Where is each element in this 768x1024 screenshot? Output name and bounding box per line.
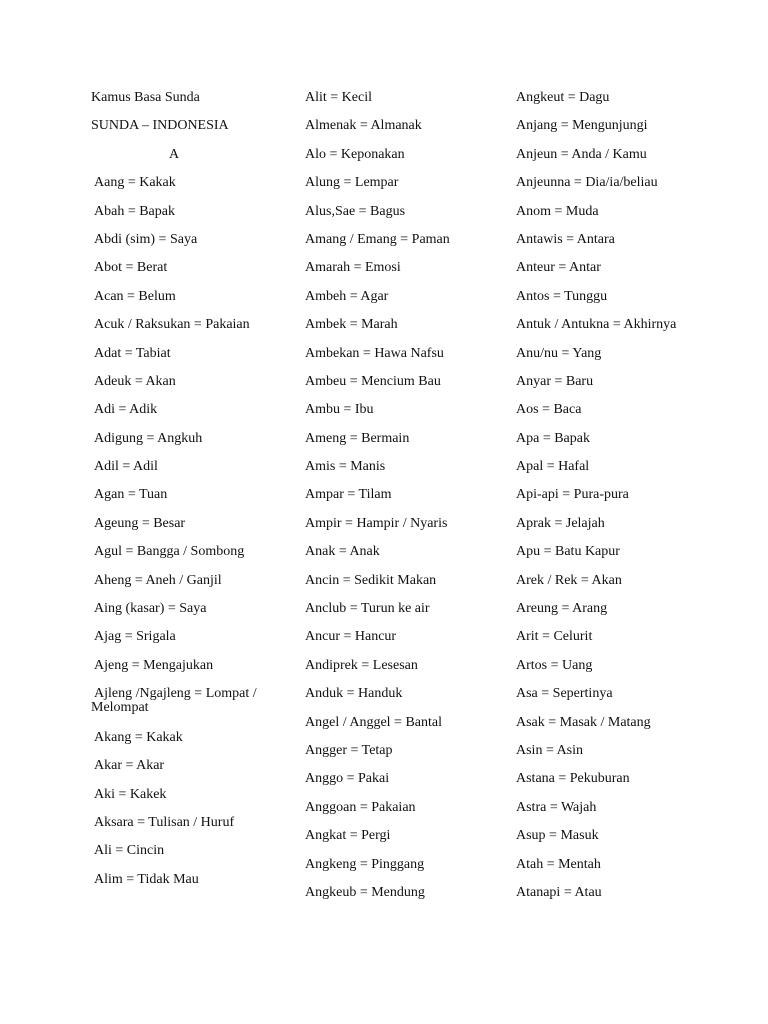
dictionary-entry: Abdi (sim) = Saya xyxy=(94,231,198,247)
dictionary-entry: Ampir = Hampir / Nyaris xyxy=(305,515,448,531)
document-title: Kamus Basa Sunda xyxy=(91,90,200,105)
dictionary-entry: Anggoan = Pakaian xyxy=(305,799,416,815)
dictionary-entry: Aki = Kakek xyxy=(94,786,167,802)
dictionary-entry: Amis = Manis xyxy=(305,459,386,475)
dictionary-entry: Alus,Sae = Bagus xyxy=(305,203,406,219)
dictionary-entry: Antawis = Antara xyxy=(516,231,615,247)
dictionary-entry: Angkeut = Dagu xyxy=(516,90,610,105)
dictionary-entry: Asa = Sepertinya xyxy=(516,686,613,702)
dictionary-entry: Antos = Tunggu xyxy=(516,288,608,304)
dictionary-entry: Ageung = Besar xyxy=(94,515,186,531)
dictionary-entry: Ajleng /Ngajleng = Lompat / Melompat xyxy=(91,686,257,716)
dictionary-entry: Artos = Uang xyxy=(516,657,593,673)
dictionary-entry: Akang = Kakak xyxy=(94,729,183,745)
dictionary-entry: Ambeu = Mencium Bau xyxy=(305,373,441,389)
dictionary-entry: Astana = Pekuburan xyxy=(516,771,630,787)
dictionary-entry: Asin = Asin xyxy=(516,742,584,758)
dictionary-entry: Amarah = Emosi xyxy=(305,260,401,276)
document-subtitle: SUNDA – INDONESIA xyxy=(91,118,229,134)
dictionary-entry: Anjeunna = Dia/ia/beliau xyxy=(516,175,658,191)
dictionary-entry: Ancur = Hancur xyxy=(305,629,397,645)
dictionary-entry: Atah = Mentah xyxy=(516,856,601,872)
dictionary-entry: Anteur = Antar xyxy=(516,260,601,276)
column-2 xyxy=(305,90,505,913)
dictionary-entry: Acan = Belum xyxy=(94,288,176,304)
dictionary-entry: Arek / Rek = Akan xyxy=(516,572,622,588)
dictionary-entry: Aing (kasar) = Saya xyxy=(94,601,207,617)
dictionary-entry: Ambek = Marah xyxy=(305,317,398,333)
dictionary-entry: Anjeun = Anda / Kamu xyxy=(516,146,647,162)
dictionary-entry: Anom = Muda xyxy=(516,203,599,219)
dictionary-entry: Adil = Adil xyxy=(94,459,158,475)
dictionary-entry: Almenak = Almanak xyxy=(305,118,422,134)
dictionary-entry: Agan = Tuan xyxy=(94,487,168,503)
dictionary-entry: Adat = Tabiat xyxy=(94,345,171,361)
dictionary-entry: Angkeub = Mendung xyxy=(305,884,425,900)
dictionary-entry: Atanapi = Atau xyxy=(516,884,602,900)
dictionary-entry: Abot = Berat xyxy=(94,260,168,276)
dictionary-entry: Adi = Adik xyxy=(94,402,158,418)
dictionary-entry: Angkeng = Pinggang xyxy=(305,856,425,872)
dictionary-entry: Alit = Kecil xyxy=(305,90,372,105)
dictionary-entry: Anjang = Mengunjungi xyxy=(516,118,648,134)
column-3 xyxy=(516,90,736,913)
dictionary-entry: Anak = Anak xyxy=(305,544,380,560)
dictionary-entry: Ajeng = Mengajukan xyxy=(94,657,214,673)
dictionary-entry: Aang = Kakak xyxy=(94,175,176,191)
dictionary-entry: Aos = Baca xyxy=(516,402,582,418)
column-1 xyxy=(91,90,281,900)
dictionary-entry: Anclub = Turun ke air xyxy=(305,601,430,617)
dictionary-entry: Adeuk = Akan xyxy=(94,373,176,389)
dictionary-entry: Abah = Bapak xyxy=(94,203,175,219)
dictionary-entry: Aprak = Jelajah xyxy=(516,515,605,531)
dictionary-entry: Anduk = Handuk xyxy=(305,686,403,702)
dictionary-entry: Anu/nu = Yang xyxy=(516,345,602,361)
dictionary-entry: Alim = Tidak Mau xyxy=(94,871,199,887)
dictionary-entry: Api-api = Pura-pura xyxy=(516,487,629,503)
dictionary-entry: Akar = Akar xyxy=(94,758,165,774)
dictionary-entry: Agul = Bangga / Sombong xyxy=(94,544,245,560)
dictionary-entry: Andiprek = Lesesan xyxy=(305,657,418,673)
dictionary-entry: Anggo = Pakai xyxy=(305,771,390,787)
dictionary-entry: Ambekan = Hawa Nafsu xyxy=(305,345,444,361)
dictionary-entry: Anyar = Baru xyxy=(516,373,594,389)
dictionary-entry: Ambu = Ibu xyxy=(305,402,374,418)
dictionary-entry: Alung = Lempar xyxy=(305,175,399,191)
dictionary-entry: Aheng = Aneh / Ganjil xyxy=(94,572,222,588)
dictionary-entry: Ancin = Sedikit Makan xyxy=(305,572,437,588)
dictionary-entry: Asup = Masuk xyxy=(516,828,599,844)
dictionary-entry: Arit = Celurit xyxy=(516,629,593,645)
dictionary-entry: Antuk / Antukna = Akhirnya xyxy=(516,317,677,333)
dictionary-entry: Apal = Hafal xyxy=(516,459,590,475)
dictionary-entry: Acuk / Raksukan = Pakaian xyxy=(94,317,250,333)
section-letter-heading: A xyxy=(169,146,180,162)
dictionary-entry: Apa = Bapak xyxy=(516,430,590,446)
dictionary-entry: Ameng = Bermain xyxy=(305,430,410,446)
dictionary-entry: Aksara = Tulisan / Huruf xyxy=(94,814,235,830)
dictionary-entry: Areung = Arang xyxy=(516,601,608,617)
dictionary-entry: Asak = Masak / Matang xyxy=(516,714,651,730)
dictionary-entry: Alo = Keponakan xyxy=(305,146,405,162)
dictionary-entry: Ampar = Tilam xyxy=(305,487,392,503)
dictionary-entry: Ambeh = Agar xyxy=(305,288,389,304)
dictionary-entry: Ajag = Srigala xyxy=(94,629,176,645)
dictionary-entry: Astra = Wajah xyxy=(516,799,597,815)
dictionary-entry: Amang / Emang = Paman xyxy=(305,231,450,247)
dictionary-entry: Ali = Cincin xyxy=(94,843,165,859)
dictionary-entry: Angel / Anggel = Bantal xyxy=(305,714,442,730)
dictionary-entry: Angger = Tetap xyxy=(305,742,393,758)
dictionary-entry: Adigung = Angkuh xyxy=(94,430,203,446)
dictionary-entry: Apu = Batu Kapur xyxy=(516,544,620,560)
dictionary-entry: Angkat = Pergi xyxy=(305,828,391,844)
